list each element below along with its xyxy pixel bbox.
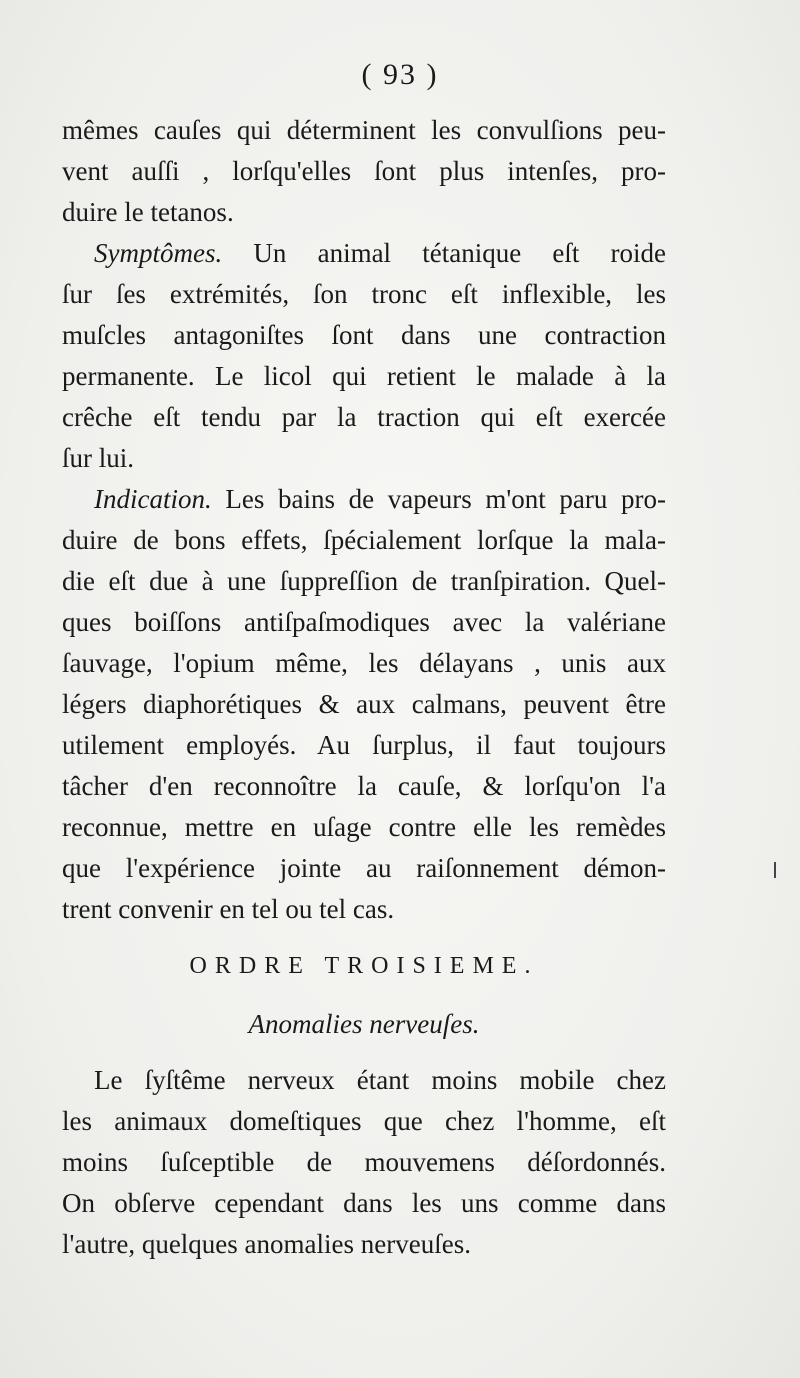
- text-line: muſcles antagoniſtes ſont dans une contraction: [62, 320, 666, 350]
- text-line: die eſt due à une ſuppreſſion de tranſpiration. Quel-: [62, 566, 666, 596]
- text-line: ſur lui.: [62, 443, 134, 473]
- text-line: ſauvage, l'opium même, les délayans , unis aux: [62, 648, 666, 678]
- section-label-symptomes: Symptômes.: [94, 238, 223, 268]
- text-line: moins ſuſceptible de mouvemens déſordonnés.: [62, 1147, 666, 1177]
- text-line: ques boiſſons antiſpaſmodiques avec la valériane: [62, 607, 666, 637]
- section-subheading: Anomalies nerveuſes.: [248, 1009, 480, 1039]
- text-line: permanente. Le licol qui retient le malade à la: [62, 361, 666, 391]
- text-line: ſur ſes extrémités, ſon tronc eſt inflexible, les: [62, 279, 666, 309]
- paragraph-symptomes-first-line: [62, 233, 666, 274]
- margin-mark: [774, 862, 776, 878]
- text-line: trent convenir en tel ou tel cas.: [62, 894, 395, 924]
- text-line: que l'expérience jointe au raiſonnement démon-: [62, 853, 666, 883]
- text-line: crêche eſt tendu par la traction qui eſt exercée: [62, 402, 666, 432]
- text-line: utilement employés. Au ſurplus, il faut toujours: [62, 730, 666, 760]
- text-line: Le ſyſtême nerveux étant moins mobile chez: [94, 1065, 666, 1095]
- text-run: Un animal tétanique eſt roide: [222, 238, 666, 268]
- text-line: vent auſſi , lorſqu'elles ſont plus intenſes, pro-: [62, 156, 666, 186]
- section-label-indication: Indication.: [94, 484, 212, 514]
- text-line: duire le tetanos.: [62, 197, 234, 227]
- section-heading: ORDRE TROISIEME.: [189, 953, 539, 979]
- text-line: reconnue, mettre en uſage contre elle les remèdes: [62, 812, 666, 842]
- page-number: ( 93 ): [361, 58, 439, 91]
- text-line: tâcher d'en reconnoître la cauſe, & lorſqu'on l'a: [62, 771, 666, 801]
- paragraph-indication-first-line: [62, 479, 666, 520]
- page-body: [62, 110, 666, 1265]
- text-line: duire de bons effets, ſpécialement lorſque la mala-: [62, 525, 666, 555]
- text-line: l'autre, quelques anomalies nerveuſes.: [62, 1229, 471, 1259]
- text-line: légers diaphorétiques & aux calmans, peuvent être: [62, 689, 666, 719]
- text-line: mêmes cauſes qui déterminent les convulſions peu-: [62, 115, 666, 145]
- text-line: On obſerve cependant dans les uns comme dans: [62, 1188, 666, 1218]
- text-line: les animaux domeſtiques que chez l'homme, eſt: [62, 1106, 666, 1136]
- text-run: Les bains de vapeurs m'ont paru pro-: [211, 484, 666, 514]
